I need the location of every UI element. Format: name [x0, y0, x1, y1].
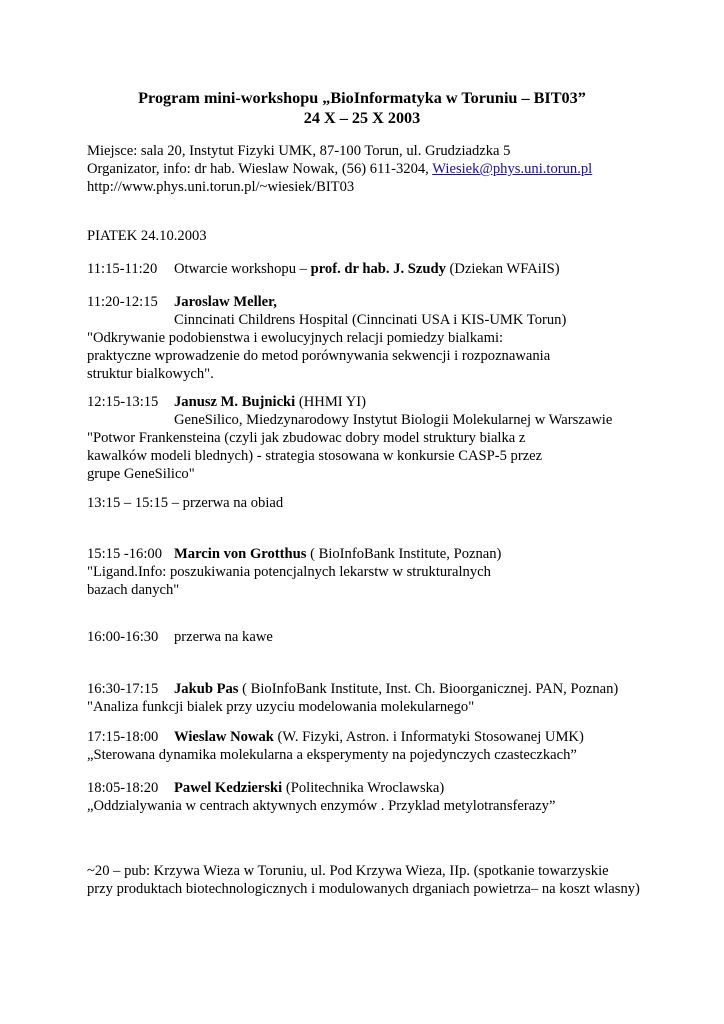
speaker-kedzierski: Pawel Kedzierski — [174, 780, 283, 796]
time-coffee: 16:00-16:30 — [87, 629, 159, 645]
speaker-bujnicki: Janusz M. Bujnicki — [174, 394, 296, 410]
time-meller: 11:20-12:15 — [87, 294, 158, 310]
talk-title-nowak: „Sterowana dynamika molekularna a eksperymenty na pojedynczych czasteczkach” — [87, 747, 577, 763]
agenda-item-bujnicki — [87, 393, 707, 483]
speaker-nowak: Wieslaw Nowak — [174, 729, 274, 745]
agenda-item-nowak — [87, 728, 707, 764]
agenda-item-coffee — [87, 628, 707, 646]
pub-line-2: przy produktach biotechnologicznych i modulowanych drganiach powietrza– na koszt wlasny) — [87, 881, 640, 897]
time-kedzierski: 18:05-18:20 — [87, 780, 159, 796]
speaker-affil-bujnicki: (HHMI YI) — [295, 394, 367, 410]
agenda-item-meller — [87, 293, 707, 383]
affil-bujnicki: GeneSilico, Miedzynarodowy Instytut Biologii Molekularnej w Warszawie — [174, 412, 613, 428]
page-title — [0, 88, 724, 128]
organizer-line — [87, 160, 707, 178]
speaker-opening: prof. dr hab. J. Szudy — [310, 261, 446, 277]
time-bujnicki: 12:15-13:15 — [87, 394, 159, 410]
talk-title-kedzierski: „Oddzialywania w centrach aktywnych enzymów . Przyklad metylotransferazy” — [87, 798, 556, 814]
agenda-item-pub — [87, 862, 707, 898]
pub-line-1: ~20 – pub: Krzywa Wieza w Toruniu, ul. Pod Krzywa Wieza, IIp. (spotkanie towarzyskie — [87, 863, 609, 879]
affil-kedzierski: (Politechnika Wroclawska) — [282, 780, 445, 796]
talk-title-bujnicki-1: "Potwor Frankensteina (czyli jak zbudowac dobry model struktury bialka z — [87, 430, 526, 446]
talk-title-bujnicki-2: kawalków modeli blednych) - strategia stosowana w konkursie CASP-5 przez — [87, 448, 543, 464]
affil-grotthus: ( BioInfoBank Institute, Poznan) — [306, 546, 502, 562]
email-link[interactable]: Wiesiek@phys.uni.torun.pl — [432, 161, 593, 177]
talk-title-bujnicki-3: grupe GeneSilico" — [87, 466, 195, 482]
affil-opening: (Dziekan WFAiIS) — [445, 261, 560, 277]
place-line: Miejsce: sala 20, Instytut Fizyki UMK, 87-100 Torun, ul. Grudziadzka 5 — [87, 143, 511, 159]
affil-meller: Cinncinati Childrens Hospital (Cinncinati USA i KIS-UMK Torun) — [174, 312, 567, 328]
info-block — [87, 142, 707, 196]
speaker-meller: Jaroslaw Meller, — [174, 294, 277, 310]
title-line-1: Program mini-workshopu „BioInformatyka w Toruniu – BIT03” — [138, 89, 586, 107]
talk-title-pas: "Analiza funkcji bialek przy uzyciu modelowania molekularnego" — [87, 699, 475, 715]
text-coffee: przerwa na kawe — [174, 629, 273, 645]
agenda-item-kedzierski — [87, 779, 707, 815]
text-opening: Otwarcie workshopu – — [174, 261, 311, 277]
time-nowak: 17:15-18:00 — [87, 729, 159, 745]
talk-title-meller-1: "Odkrywanie podobienstwa i ewolucyjnych relacji pomiedzy bialkami: — [87, 330, 504, 346]
url-line: http://www.phys.uni.torun.pl/~wiesiek/BIT03 — [87, 179, 355, 195]
organizer-text: Organizator, info: dr hab. Wieslaw Nowak, (56) 611-3204, — [87, 161, 433, 177]
affil-nowak: (W. Fizyki, Astron. i Informatyki Stosowanej UMK) — [273, 729, 584, 745]
title-line-2: 24 X – 25 X 2003 — [303, 109, 421, 127]
agenda-item-pas — [87, 680, 707, 716]
talk-title-meller-3: struktur bialkowych". — [87, 366, 214, 382]
time-grotthus: 15:15 -16:00 — [87, 546, 162, 562]
talk-title-meller-2: praktyczne wprowadzenie do metod porównywania sekwencji i rozpoznawania — [87, 348, 551, 364]
agenda-item-grotthus — [87, 545, 707, 599]
agenda-item-lunch: 13:15 – 15:15 – przerwa na obiad — [87, 495, 284, 511]
speaker-pas: Jakub Pas — [174, 681, 239, 697]
time-opening: 11:15-11:20 — [87, 261, 158, 277]
day-heading: PIATEK 24.10.2003 — [87, 228, 207, 244]
affil-pas: ( BioInfoBank Institute, Inst. Ch. Bioorganicznej. PAN, Poznan) — [238, 681, 619, 697]
speaker-grotthus: Marcin von Grotthus — [174, 546, 307, 562]
talk-title-grotthus-2: bazach danych" — [87, 582, 180, 598]
time-pas: 16:30-17:15 — [87, 681, 159, 697]
agenda-item-opening — [87, 260, 707, 278]
talk-title-grotthus-1: "Ligand.Info: poszukiwania potencjalnych lekarstw w strukturalnych — [87, 564, 491, 580]
